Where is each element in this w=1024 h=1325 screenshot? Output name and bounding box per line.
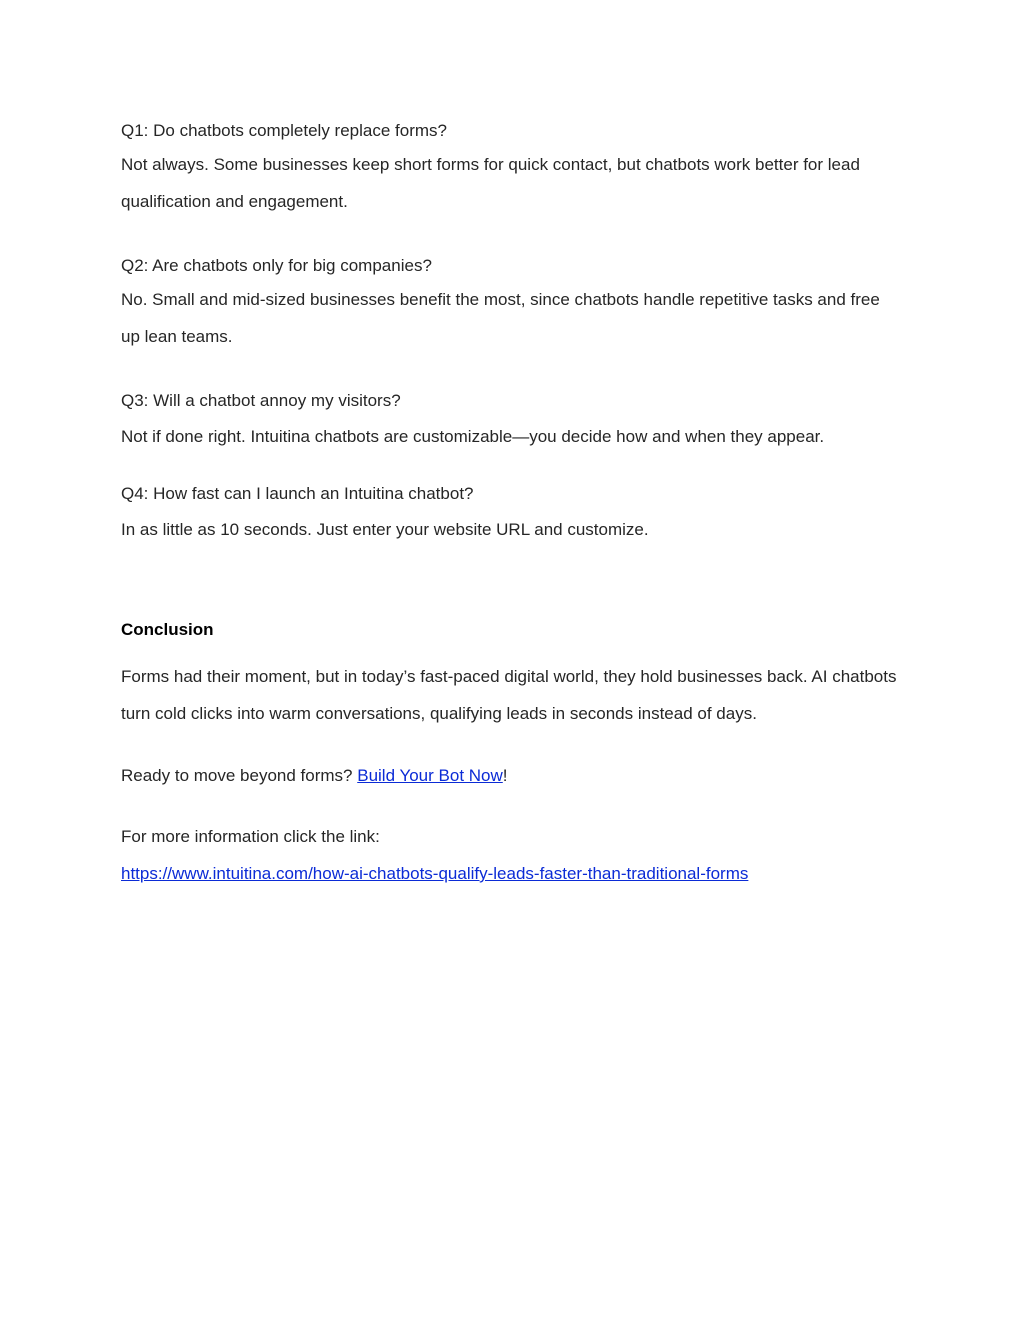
cta-suffix: ! [502,766,508,785]
faq-item-q4 [121,479,901,548]
faq-question: Q4: How fast can I launch an Intuitina chatbot? [121,484,474,503]
faq-item-q1 [121,116,901,220]
faq-question: Q1: Do chatbots completely replace forms? [121,121,447,140]
url-line [121,859,901,889]
faq-question: Q3: Will a chatbot annoy my visitors? [121,391,401,410]
faq-answer: No. Small and mid-sized businesses benefit the most, since chatbots handle repetitive tasks and free up lean teams. [121,290,880,346]
more-info-label: For more information click the link: [121,827,380,846]
conclusion-body: Forms had their moment, but in today’s fast-paced digital world, they hold businesses back. AI chatbots turn cold clicks into warm conversations, qualifying leads in seconds instead of days. [121,667,897,723]
call-to-action [121,761,901,791]
cta-prefix: Ready to move beyond forms? [121,766,358,785]
conclusion-heading: Conclusion [121,620,214,639]
article-url-link[interactable]: https://www.intuitina.com/how-ai-chatbots-qualify-leads-faster-than-traditional-forms [121,864,749,883]
faq-question: Q2: Are chatbots only for big companies? [121,256,432,275]
faq-item-q3 [121,386,901,455]
page-content [121,116,901,889]
faq-item-q2 [121,251,901,355]
faq-answer: In as little as 10 seconds. Just enter your website URL and customize. [121,520,649,539]
faq-answer: Not if done right. Intuitina chatbots are customizable—you decide how and when they appear. [121,427,825,446]
build-your-bot-link[interactable]: Build Your Bot Now [357,766,503,785]
faq-answer: Not always. Some businesses keep short forms for quick contact, but chatbots work better for lead qualification and engagement. [121,155,860,211]
